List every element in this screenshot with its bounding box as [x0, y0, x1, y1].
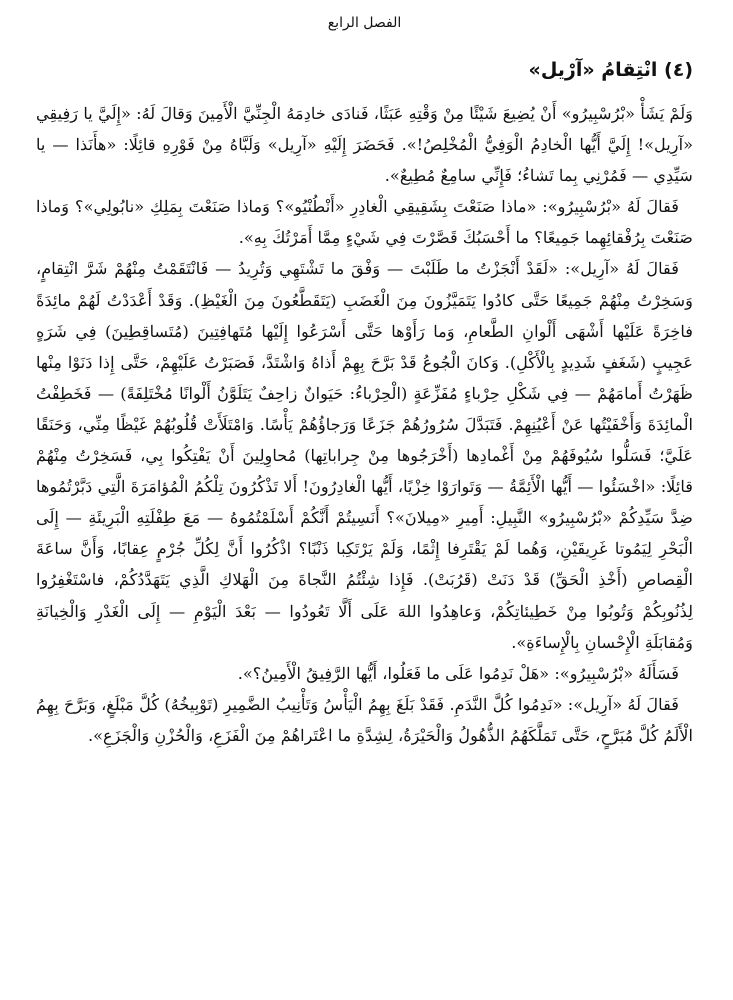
- body-text: [36, 98, 693, 751]
- paragraph-5: فَقالَ لَهُ «آرِيل»: «نَدِمُوا كُلَّ النَّدَمِ. فَقَدْ بَلَغَ بِهِمُ الْيَأْسُ وَتَأْنِيبُ الضَّمِيرِ (تَوْبِيخُهُ) كُلَّ مَبْلَغٍ، وَبَرَّحَ بِهِمُ الْأَلَمُ كُلَّ مُبَرَّحٍ، حَتَّى تَمَلَّكَهُمُ الذُّهُولُ وَالْحَيْرَةُ، لِشِدَّةِ ما اعْتَراهُمْ مِنَ الْفَزَعِ، وَالْحُزْنِ وَالْجَزَعِ».: [36, 694, 693, 745]
- paragraph-3: فَقالَ لَهُ «آرِيل»: «لَقَدْ أَنْجَزْتُ ما طَلَبْتَ — وَفْقَ ما تَشْتَهِي وَتُرِيدُ — فَانْتَقَمْتُ مِنْهُمْ شَرَّ انْتِقامٍ، وَسَخِرْتُ مِنْهُمْ جَمِيعًا حَتَّى كادُوا يَتَمَيَّزُونَ مِنَ الْغَضَبِ (يَتَقَطَّعُونَ مِنَ الْغَيْظِ). وَقَدْ أَعْدَدْتُ لَهُمْ مائِدَةً فاخِرَةً عَلَيْها أَشْهَى أَلْوانِ الطَّعامِ، وَما رَأَوْها حَتَّى أَسْرَعُوا إِلَيْها مُتَهافِتِينَ (مُتَساقِطِينَ) فِي شَرَهٍ عَجِيبٍ (شَغَفٍ شَدِيدٍ بِالْأَكْلِ). وَكانَ الْجُوعُ قَدْ بَرَّحَ بِهِمْ أَذاهُ وَاشْتَدَّ، فَصَبَرْتُ عَلَيْهِمْ، حَتَّى إِذا دَنَوْا مِنْها ظَهَرْتُ أَمامَهُمْ — فِي شَكْلِ حِرْباءٍ مُفَزِّعَةٍ (الْحِرْباءُ: حَيَوانٌ زاحِفٌ يَتَلَوَّنُ أَلْوانًا مُخْتَلِفَةً) — فَخَطِفْتُ الْمائِدَةَ وَأَخْفَيْتُها عَنْ أَعْيُنِهِمْ. فَتَبَدَّلَ سُرُورُهُمْ جَزَعًا وَرَجاؤُهُمْ يَأْسًا. وَامْتَلَأَتْ قُلُوبُهُمْ غَيْظًا مِنِّي، وَحَنَقًا عَلَيَّ؛ فَسَلُّوا سُيُوفَهُمْ مِنْ أَغْمادِها (أَخْرَجُوها مِنْ جِراباتِها) مُحاوِلِينَ أَنْ يَفْتِكُوا بِي، فَسَخِرْتُ مِنْهُمْ قائِلًا: «اخْسَئُوا — أَيُّها الْأَئِمَّةُ — وَتَوارَوْا خِزْيًا، أَيُّها الْغادِرُونَ! أَلا تَذْكُرُونَ تِلْكُمُ الْمُؤامَرَةَ الَّتِي دَبَّرْتُمُوها ضِدَّ سَيِّدِكُمْ «بْرُسْبِيرُو» النَّبِيلِ: أَمِيرِ «مِيلانَ»؟ أَنَسِيتُمْ أَنَّكُمْ أَسْلَمْتُمُوهُ — مَعَ طِفْلَتِهِ الْبَرِيئَةِ — إِلَى الْبَحْرِ لِيَمُوتا غَرِيقَيْنِ، وَهُما لَمْ يَقْتَرِفا إِثْمًا، وَلَمْ يَرْتَكِبا ذَنْبًا؟ اذْكُرُوا أَنَّ لِكُلِّ جُرْمٍ عِقابًا، وَأَنَّ ساعَةَ الْقِصاصِ (أَخْذِ الْحَقِّ) قَدْ دَنَتْ (قَرُبَتْ). فَإِذا شِئْتُمُ النَّجاةَ مِنَ الْهَلاكِ الَّذِي يَتَهَدَّدُكُمْ، فاسْتَغْفِرُوا لِذُنُوبِكُمْ وَتُوبُوا مِنْ خَطِيئاتِكُمْ، وَعاهِدُوا اللهَ عَلَى أَلَّا تَعُودُوا — بَعْدَ الْيَوْمِ — إِلَى الْغَدْرِ وَالْخِيانَةِ وَمُقابَلَةِ الْإِحْسانِ بِالْإِساءَةِ».: [36, 259, 693, 652]
- running-header-chapter-title: الفصل الرابع: [327, 15, 402, 31]
- paragraph-4: فَسَأَلَهُ «بْرُسْبِيرُو»: «هَلْ نَدِمُوا عَلَى ما فَعَلُوا، أَيُّها الرَّفِيقُ الْأَمِينُ؟».: [237, 663, 679, 683]
- paragraph-2: فَقالَ لَهُ «بْرُسْبِيرُو»: «ماذا صَنَعْتَ بِشَقِيقِي الْغادِرِ «أَنْطُنْيُو»؟ وَماذا صَنَعْتَ بِمَلِكِ «نابُولِي»؟ وَماذا صَنَعْتَ بِرُفْقائِهِما جَمِيعًا؟ ما أَحْسَبُكَ قَصَّرْتَ فِي شَيْءٍ مِمَّا أَمَرْتُكَ بِهِ».: [36, 197, 693, 248]
- section-title: (٤) انْتِقامُ «آرْيل»: [528, 59, 693, 81]
- paragraph-1: وَلَمْ يَشَأْ «بْرُسْبِيرُو» أَنْ يُضِيعَ شَيْئًا مِنْ وَقْتِهِ عَبَثًا، فَنادَى خادِمَهُ الْجِنِّيَّ الْأَمِينَ وَقالَ لَهُ: «إِلَيَّ يا رَفِيقِي «آرِيل»! إِلَيَّ أَيُّها الْخادِمُ الْوَفِيُّ الْمُخْلِصُ!». فَحَضَرَ إِلَيْهِ «آرِيل» وَلَبَّاهُ مِنْ فَوْرِهِ قائِلًا: «هأَنَذا — يا سَيِّدِي — فَمُرْنِي بِما تَشاءُ؛ فَإِنِّي سامِعٌ مُطِيعٌ».: [36, 104, 693, 186]
